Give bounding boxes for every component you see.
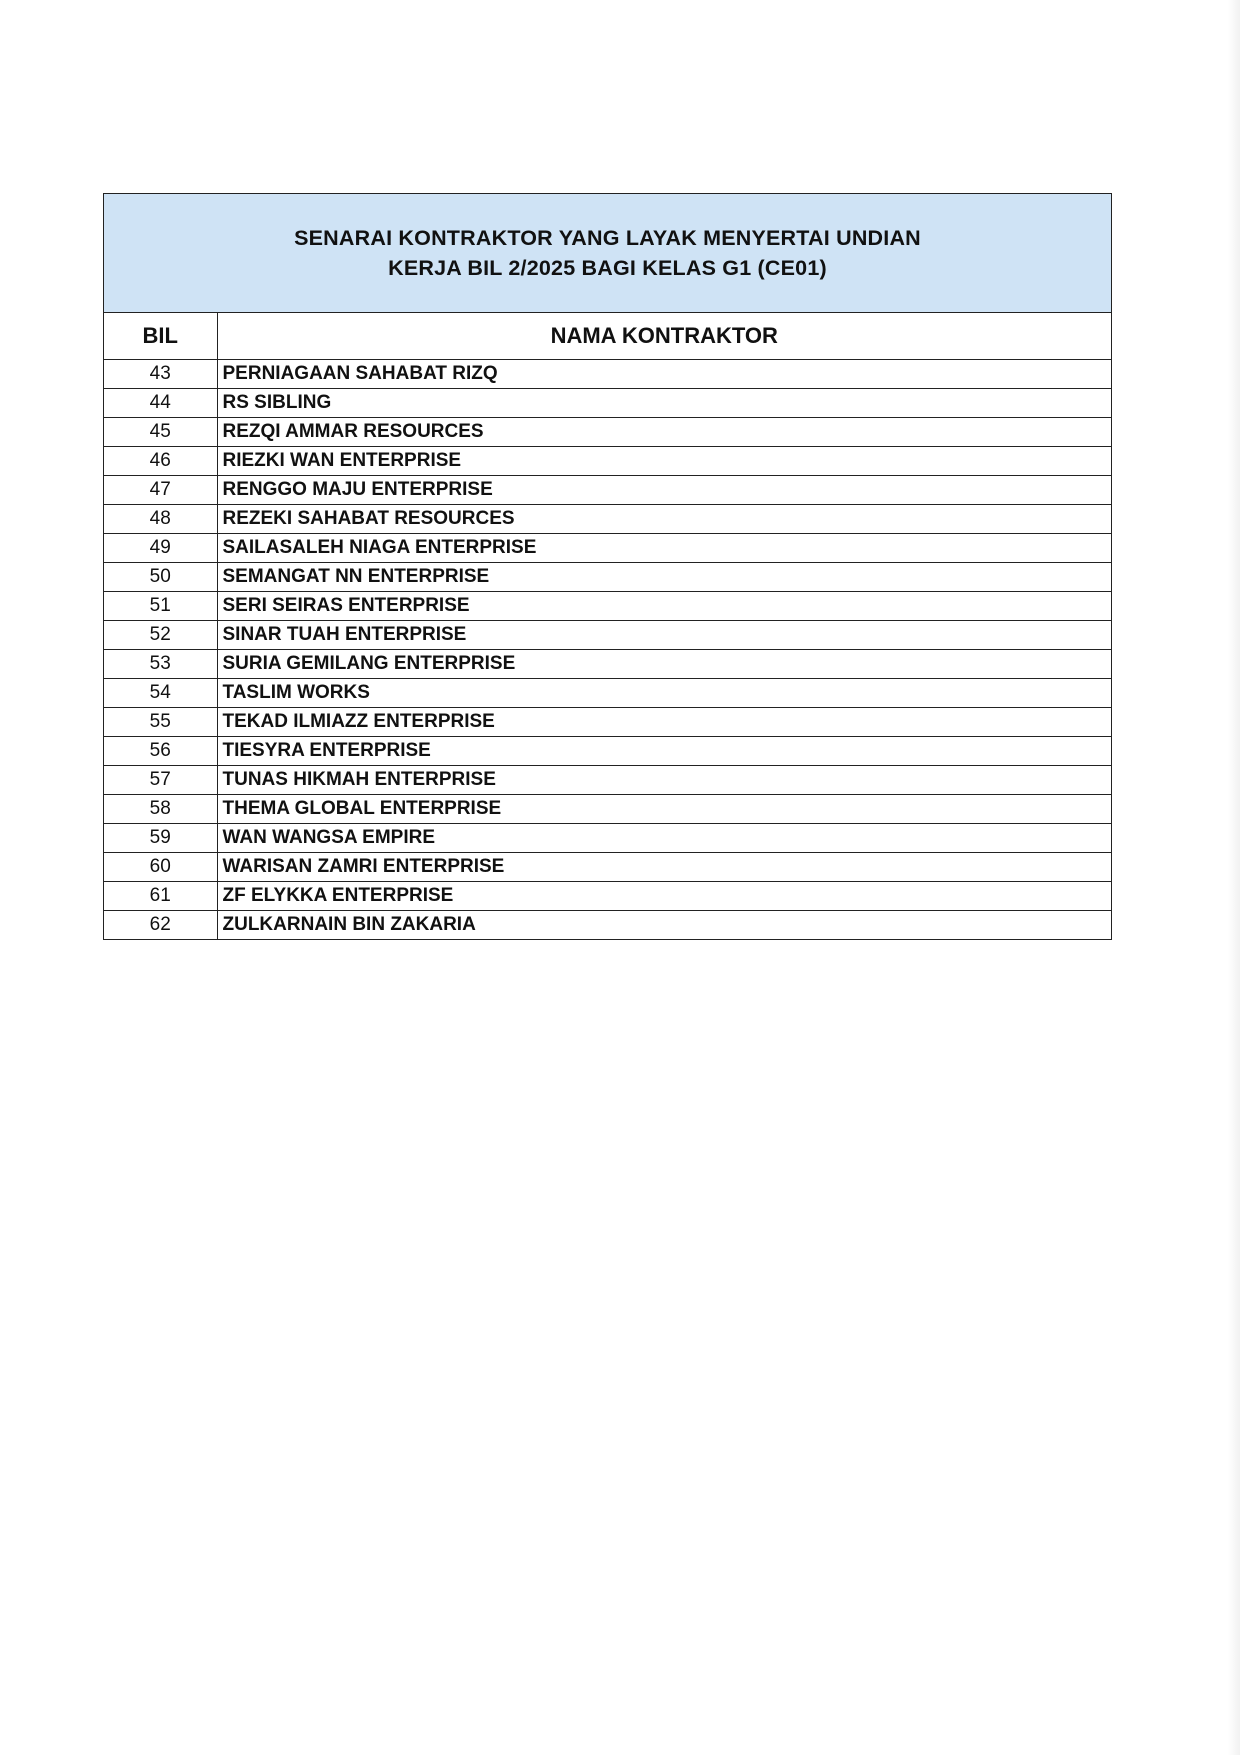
- row-bil: 60: [104, 852, 217, 881]
- table-row: [104, 852, 1111, 881]
- table-row: [104, 562, 1111, 591]
- row-bil: 48: [104, 504, 217, 533]
- table-row: [104, 736, 1111, 765]
- row-contractor-name: ZF ELYKKA ENTERPRISE: [217, 881, 1111, 910]
- row-contractor-name: SERI SEIRAS ENTERPRISE: [217, 591, 1111, 620]
- table-row: [104, 620, 1111, 649]
- row-contractor-name: WARISAN ZAMRI ENTERPRISE: [217, 852, 1111, 881]
- table-row: [104, 881, 1111, 910]
- title-line-1: SENARAI KONTRAKTOR YANG LAYAK MENYERTAI UNDIAN: [294, 226, 921, 250]
- title-line-2: KERJA BIL 2/2025 BAGI KELAS G1 (CE01): [388, 256, 827, 280]
- row-contractor-name: TEKAD ILMIAZZ ENTERPRISE: [217, 707, 1111, 736]
- row-contractor-name: SURIA GEMILANG ENTERPRISE: [217, 649, 1111, 678]
- table-row: [104, 475, 1111, 504]
- row-bil: 61: [104, 881, 217, 910]
- table-row: [104, 707, 1111, 736]
- row-bil: 45: [104, 417, 217, 446]
- row-bil: 56: [104, 736, 217, 765]
- row-contractor-name: RENGGO MAJU ENTERPRISE: [217, 475, 1111, 504]
- row-bil: 51: [104, 591, 217, 620]
- table-row: [104, 794, 1111, 823]
- page-edge-shadow: [1228, 0, 1240, 1755]
- row-contractor-name: SEMANGAT NN ENTERPRISE: [217, 562, 1111, 591]
- row-contractor-name: SINAR TUAH ENTERPRISE: [217, 620, 1111, 649]
- table-row: [104, 765, 1111, 794]
- table-row: [104, 678, 1111, 707]
- table-header-row: [104, 313, 1111, 359]
- row-bil: 47: [104, 475, 217, 504]
- row-contractor-name: WAN WANGSA EMPIRE: [217, 823, 1111, 852]
- row-contractor-name: THEMA GLOBAL ENTERPRISE: [217, 794, 1111, 823]
- row-bil: 62: [104, 910, 217, 939]
- table-row: [104, 388, 1111, 417]
- table-row: [104, 533, 1111, 562]
- row-bil: 53: [104, 649, 217, 678]
- table-row: [104, 359, 1111, 388]
- contractor-list-sheet: [103, 193, 1112, 940]
- row-bil: 43: [104, 359, 217, 388]
- title-box: [104, 194, 1111, 313]
- row-contractor-name: REZEKI SAHABAT RESOURCES: [217, 504, 1111, 533]
- row-contractor-name: REZQI AMMAR RESOURCES: [217, 417, 1111, 446]
- contractor-table: [104, 313, 1111, 939]
- table-row: [104, 823, 1111, 852]
- table-row: [104, 591, 1111, 620]
- header-nama-kontraktor: NAMA KONTRAKTOR: [217, 313, 1111, 359]
- table-row: [104, 649, 1111, 678]
- row-bil: 44: [104, 388, 217, 417]
- row-contractor-name: SAILASALEH NIAGA ENTERPRISE: [217, 533, 1111, 562]
- row-contractor-name: TASLIM WORKS: [217, 678, 1111, 707]
- row-bil: 58: [104, 794, 217, 823]
- row-contractor-name: PERNIAGAAN SAHABAT RIZQ: [217, 359, 1111, 388]
- table-row: [104, 910, 1111, 939]
- table-body: [104, 359, 1111, 939]
- row-bil: 46: [104, 446, 217, 475]
- row-bil: 57: [104, 765, 217, 794]
- row-bil: 54: [104, 678, 217, 707]
- table-row: [104, 504, 1111, 533]
- row-contractor-name: ZULKARNAIN BIN ZAKARIA: [217, 910, 1111, 939]
- row-bil: 50: [104, 562, 217, 591]
- row-bil: 52: [104, 620, 217, 649]
- row-contractor-name: RS SIBLING: [217, 388, 1111, 417]
- row-bil: 59: [104, 823, 217, 852]
- table-row: [104, 446, 1111, 475]
- row-contractor-name: TIESYRA ENTERPRISE: [217, 736, 1111, 765]
- row-bil: 55: [104, 707, 217, 736]
- row-contractor-name: RIEZKI WAN ENTERPRISE: [217, 446, 1111, 475]
- row-contractor-name: TUNAS HIKMAH ENTERPRISE: [217, 765, 1111, 794]
- header-bil: BIL: [104, 313, 217, 359]
- table-row: [104, 417, 1111, 446]
- row-bil: 49: [104, 533, 217, 562]
